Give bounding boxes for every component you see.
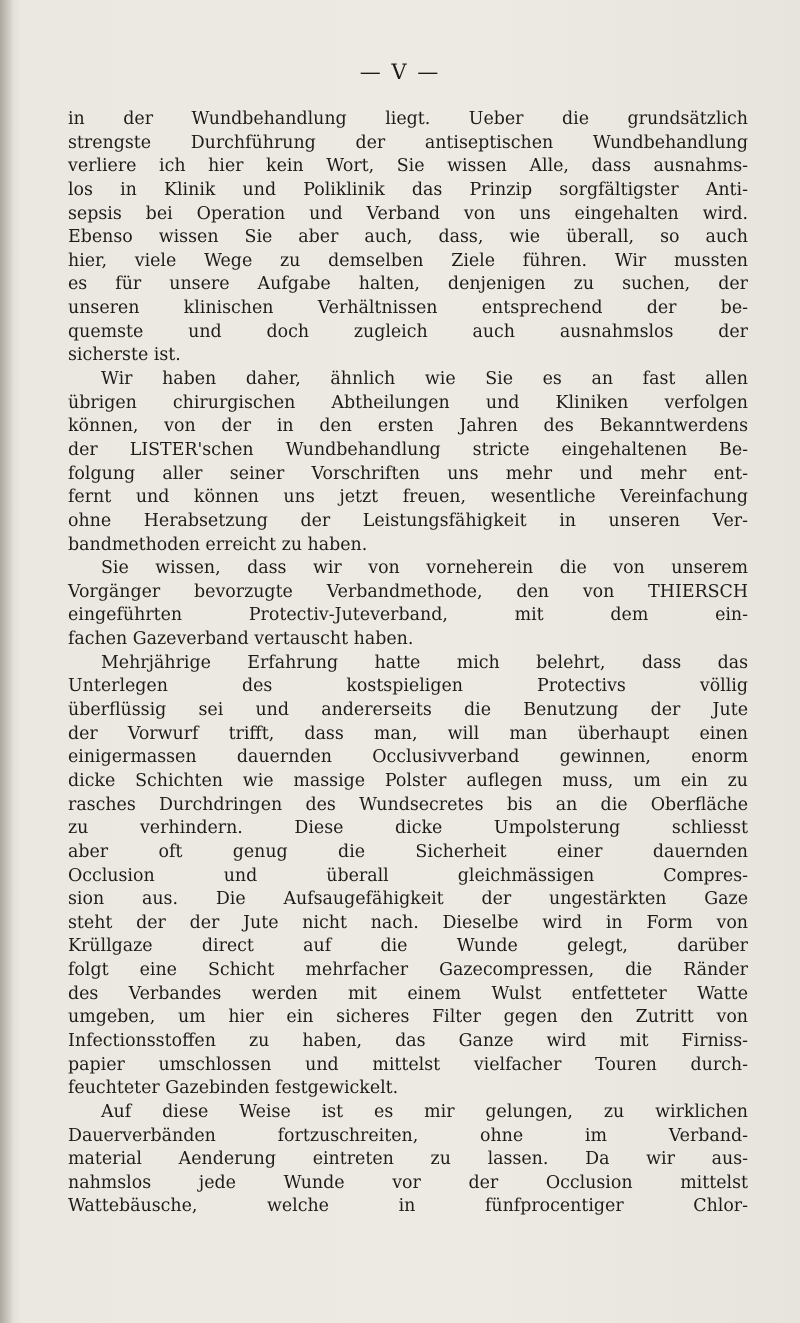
text-line: Wattebäusche, welche in fünfprocentiger Chlor- [68,1196,748,1217]
text-line: überflüssig sei und andererseits die Benutzung der Jute [68,700,748,721]
text-line: verliere ich hier kein Wort, Sie wissen Alle, dass ausnahms- [68,156,748,177]
text-line: Auf diese Weise ist es mir gelungen, zu wirklichen [101,1101,748,1122]
text-line: zu verhindern. Diese dicke Umpolsterung schliesst [68,818,748,839]
text-line: des Verbandes werden mit einem Wulst entfetteter Watte [68,983,748,1004]
text-line: umgeben, um hier ein sicheres Filter gegen den Zutritt von [68,1007,748,1028]
text-line: ohne Herabsetzung der Leistungsfähigkeit in unseren Ver- [68,510,748,531]
text-line: aber oft genug die Sicherheit einer dauernden [68,841,748,862]
text-line: quemste und doch zugleich auch ausnahmslos der [68,321,748,342]
text-line: der LISTER'schen Wundbehandlung stricte eingehaltenen Be- [68,439,748,460]
text-line: fachen Gazeverband vertauscht haben. [68,629,414,650]
page-number: — V — [359,60,441,84]
text-line: strengste Durchführung der antiseptischen Wundbehandlung [68,132,748,153]
text-line: folgt eine Schicht mehrfacher Gazecompressen, die Ränder [68,960,748,981]
text-line: es für unsere Aufgabe halten, denjenigen zu suchen, der [68,274,748,295]
text-line: rasches Durchdringen des Wundsecretes bis an die Oberfläche [68,794,748,815]
text-line: unseren klinischen Verhältnissen entsprechend der be- [68,298,748,319]
text-line: Sie wissen, dass wir von vorneherein die von unserem [101,558,748,579]
text-line: sepsis bei Operation und Verband von uns eingehalten wird. [68,203,748,224]
text-line: feuchteter Gazebinden festgewickelt. [68,1078,399,1099]
text-line: Occlusion und überall gleichmässigen Compres- [68,865,748,886]
text-line: Wir haben daher, ähnlich wie Sie es an fast allen [101,369,748,390]
text-line: Krüllgaze direct auf die Wunde gelegt, darüber [68,936,748,957]
text-line: in der Wundbehandlung liegt. Ueber die grundsätzlich [68,109,748,129]
text-line: steht der der Jute nicht nach. Dieselbe wird in Form von [68,912,748,933]
text-line: Dauerverbänden fortzuschreiten, ohne im Verband- [68,1125,748,1146]
page-binding-shadow [0,0,14,1323]
text-line: papier umschlossen und mittelst vielfacher Touren durch- [68,1054,748,1075]
text-line: sion aus. Die Aufsaugefähigkeit der ungestärkten Gaze [68,889,748,910]
text-line: fernt und können uns jetzt freuen, wesentliche Vereinfachung [68,487,748,508]
text-line: hier, viele Wege zu demselben Ziele führen. Wir mussten [68,250,748,271]
text-line: übrigen chirurgischen Abtheilungen und Kliniken verfolgen [68,392,748,413]
text-line: dicke Schichten wie massige Polster auflegen muss, um ein zu [68,770,748,791]
text-line: bandmethoden erreicht zu haben. [68,534,368,555]
text-line: sicherste ist. [68,345,181,366]
text-line: material Aenderung eintreten zu lassen. Da wir aus- [68,1149,748,1170]
text-line: der Vorwurf trifft, dass man, will man überhaupt einen [68,723,748,744]
body-text [68,108,748,1219]
text-line: Ebenso wissen Sie aber auch, dass, wie überall, so auch [68,227,748,248]
text-line: Unterlegen des kostspieligen Protectivs völlig [68,676,748,697]
text-line: folgung aller seiner Vorschriften uns mehr und mehr ent- [68,463,748,484]
text-line: los in Klinik und Poliklinik das Prinzip sorgfältigster Anti- [68,179,748,200]
text-line: Vorgänger bevorzugte Verbandmethode, den von THIERSCH [68,581,748,602]
text-line: nahmslos jede Wunde vor der Occlusion mittelst [68,1172,748,1193]
text-line: einigermassen dauernden Occlusivverband gewinnen, enorm [68,747,748,768]
text-line: Infectionsstoffen zu haben, das Ganze wird mit Firniss- [68,1030,748,1051]
text-line: eingeführten Protectiv-Juteverband, mit dem ein- [68,605,748,626]
text-line: Mehrjährige Erfahrung hatte mich belehrt, dass das [101,652,748,673]
text-line: können, von der in den ersten Jahren des Bekanntwerdens [68,416,748,437]
